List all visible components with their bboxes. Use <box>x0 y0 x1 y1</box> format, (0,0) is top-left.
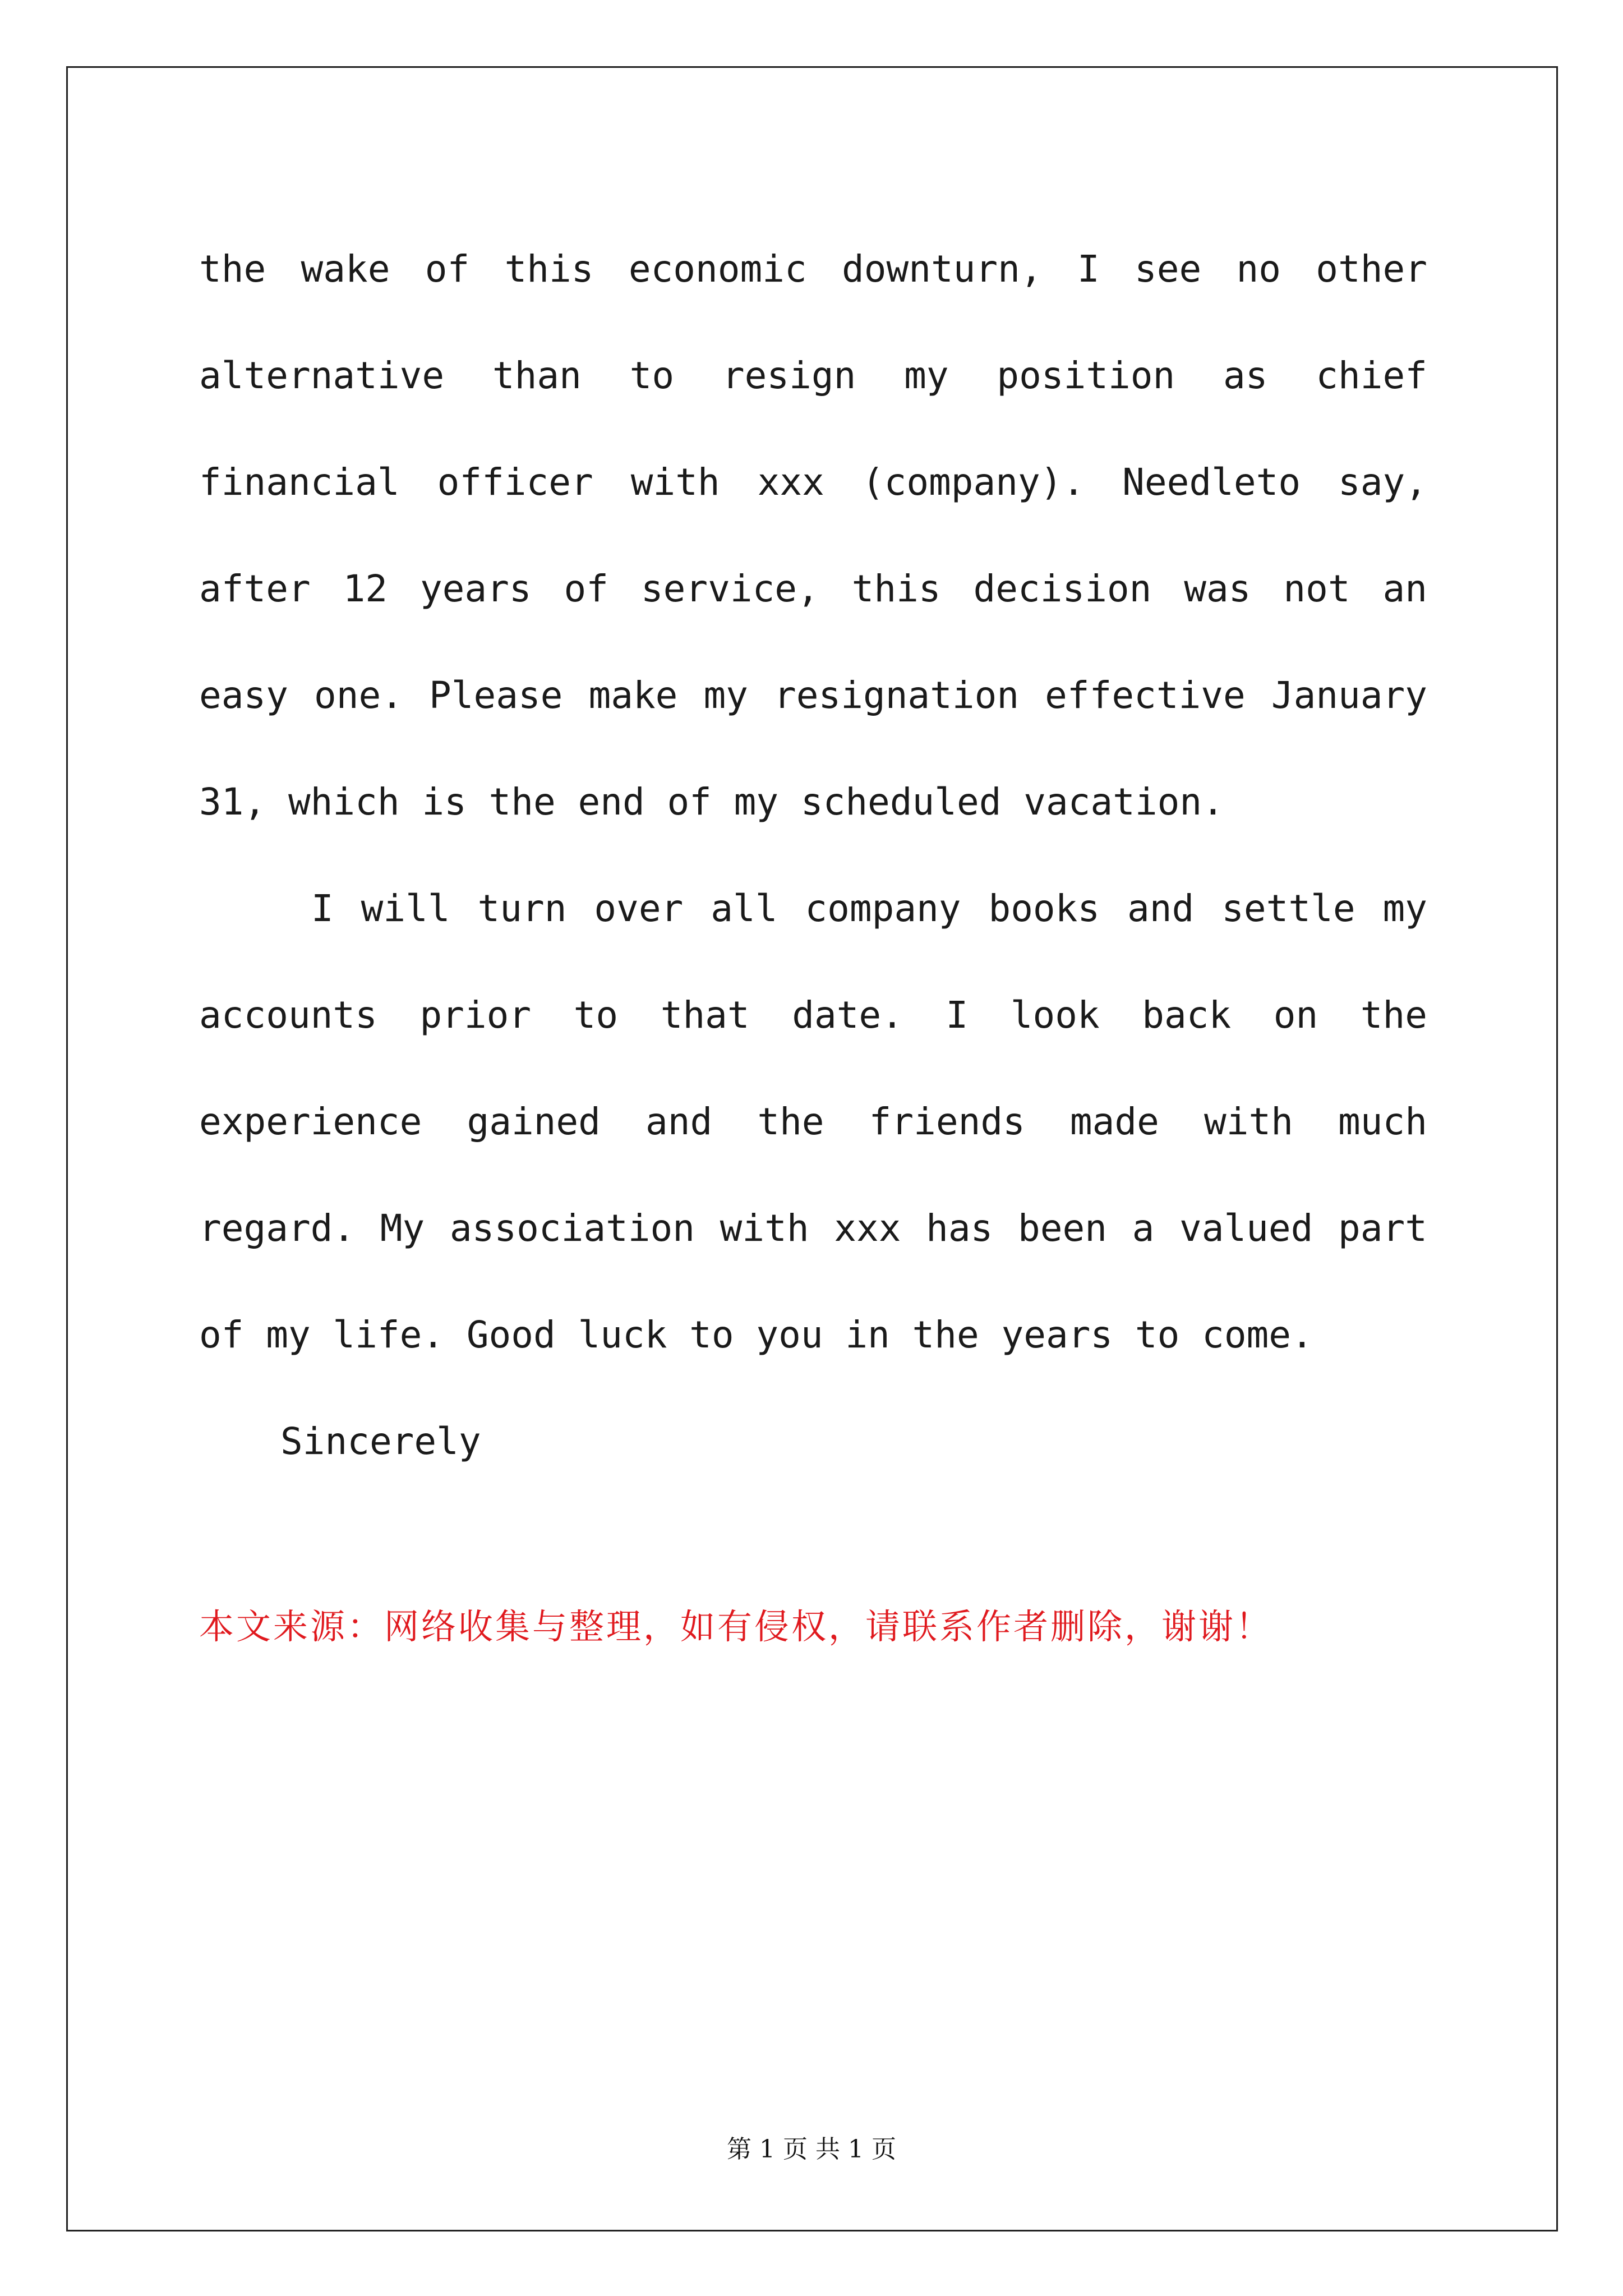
source-note: 本文来源：网络收集与整理，如有侵权，请联系作者删除，谢谢！ <box>199 1606 1273 1647</box>
page-footer: 第 1 页 共 1 页 <box>727 2135 896 2164</box>
letter-body <box>199 216 1427 1495</box>
body-paragraph-1: the wake of this economic downturn, I see no other alternative than to resign my position as chief financial officer with xxx (company). Needleto say, after 12 years of service, this decision was not an easy one. Please make my resignation effective January 31, which is the end of my scheduled vacation. <box>199 247 1427 823</box>
closing: Sincerely <box>280 1420 481 1463</box>
body-paragraph-2: I will turn over all company books and settle my accounts prior to that date. I look back on the experience gained and the friends made with much regard. My association with xxx has been a valued part of my life. Good luck to you in the years to come. <box>199 887 1427 1356</box>
